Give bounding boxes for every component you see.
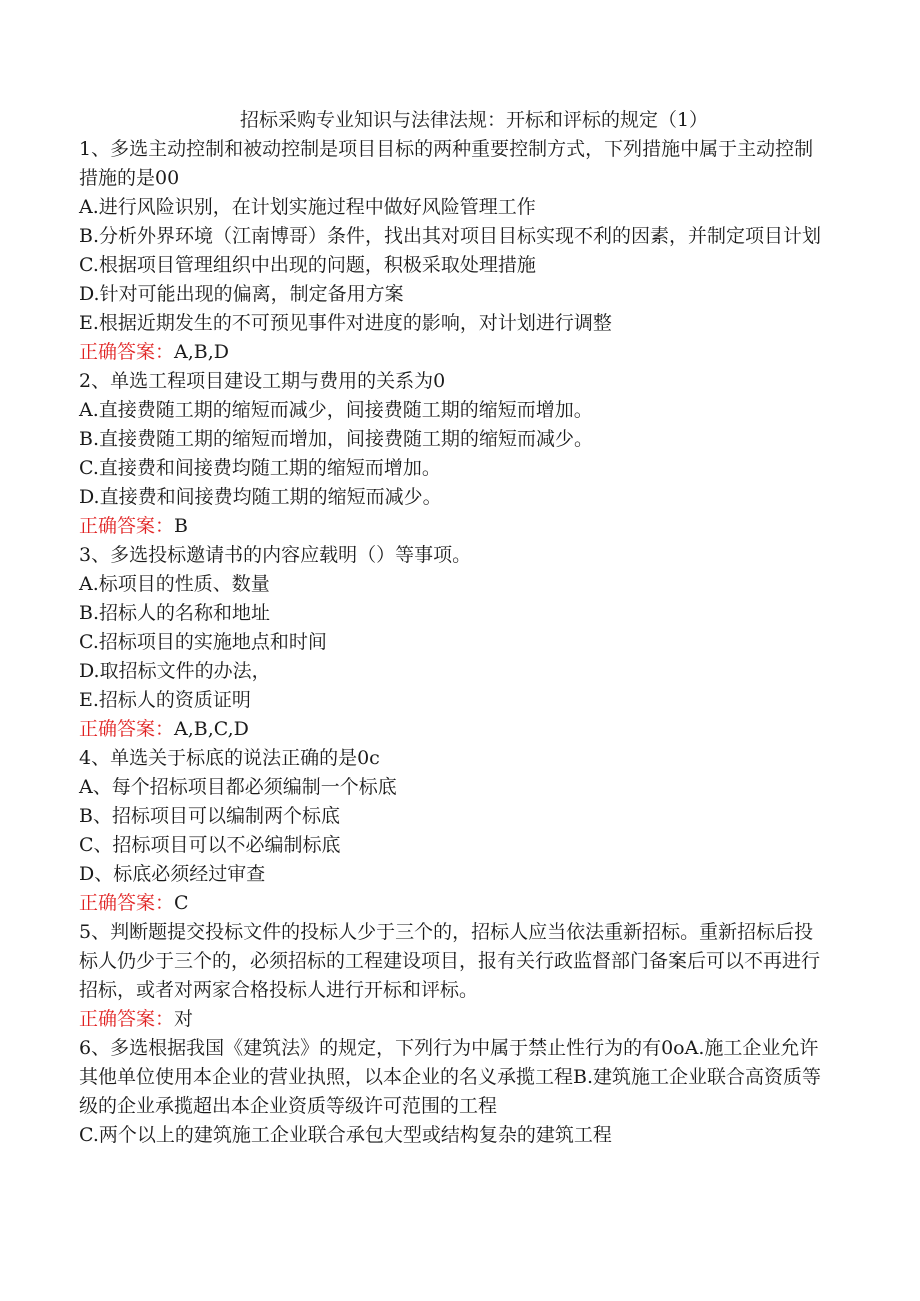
option-d: D.取招标文件的办法，	[79, 660, 271, 682]
question-2	[79, 367, 829, 541]
question-stem: 5、判断题提交投标文件的投标人少于三个的，招标人应当依法重新招标。重新招标后投标人仍少于三个的，必须招标的工程建设项目，报有关行政监督部门备案后可以不再进行招标，或者对两家合格投标人进行开标和评标。	[79, 921, 821, 1001]
option-c: C.直接费和间接费均随工期的缩短而增加。	[79, 457, 441, 479]
question-stem: 2、单选工程项目建设工期与费用的关系为0	[79, 370, 446, 392]
correct-answer	[79, 889, 829, 918]
option-c: C.根据项目管理组织中出现的问题，积极采取处理措施	[79, 254, 536, 276]
option-a: A.进行风险识别，在计划实施过程中做好风险管理工作	[79, 196, 536, 218]
document-title: 招标采购专业知识与法律法规：开标和评标的规定（1）	[239, 109, 709, 131]
answer-label: 正确答案：	[79, 341, 175, 363]
answer-label: 正确答案：	[79, 515, 175, 537]
answer-label: 正确答案：	[79, 892, 175, 914]
document-page	[79, 106, 829, 1150]
correct-answer	[79, 512, 829, 541]
question-stem: 1、多选主动控制和被动控制是项目目标的两种重要控制方式，下列措施中属于主动控制措施的是00	[79, 138, 814, 189]
question-3	[79, 541, 829, 744]
answer-value: A,B,D	[174, 341, 230, 363]
option-b: B.直接费随工期的缩短而增加，间接费随工期的缩短而减少。	[79, 428, 594, 450]
question-stem: 6、多选根据我国《建筑法》的规定，下列行为中属于禁止性行为的有0oA.施工企业允许其他单位使用本企业的营业执照，以本企业的名义承揽工程B.建筑施工企业联合高资质等级的企业承揽超出本企业资质等级许可范围的工程	[79, 1037, 822, 1117]
option-b: B.分析外界环境（江南博哥）条件，找出其对项目目标实现不利的因素，并制定项目计划	[79, 225, 822, 247]
correct-answer	[79, 715, 829, 744]
option-a: A.直接费随工期的缩短而减少，间接费随工期的缩短而增加。	[79, 399, 593, 421]
option-a: A.标项目的性质、数量	[79, 573, 270, 595]
answer-value: B	[174, 515, 188, 537]
option-a: A、每个招标项目都必须编制一个标底	[79, 776, 397, 798]
correct-answer	[79, 1005, 829, 1034]
question-5	[79, 918, 829, 1034]
option-c: C、招标项目可以不必编制标底	[79, 834, 341, 856]
option-e: E.根据近期发生的不可预见事件对进度的影响，对计划进行调整	[79, 312, 612, 334]
answer-value: A,B,C,D	[174, 718, 249, 740]
option-b: B、招标项目可以编制两个标底	[79, 805, 340, 827]
correct-answer	[79, 338, 829, 367]
option-c: C.两个以上的建筑施工企业联合承包大型或结构复杂的建筑工程	[79, 1124, 612, 1146]
question-stem: 3、多选投标邀请书的内容应载明（）等事项。	[79, 544, 472, 566]
option-c: C.招标项目的实施地点和时间	[79, 631, 327, 653]
option-d: D、标底必须经过审查	[79, 863, 266, 885]
question-1	[79, 135, 829, 367]
question-4	[79, 744, 829, 918]
answer-value: C	[174, 892, 189, 914]
option-b: B.招标人的名称和地址	[79, 602, 271, 624]
option-d: D.针对可能出现的偏离，制定备用方案	[79, 283, 404, 305]
answer-label: 正确答案：	[79, 1008, 175, 1030]
question-stem: 4、单选关于标底的说法正确的是0c	[79, 747, 380, 769]
answer-value: 对	[174, 1008, 194, 1030]
answer-label: 正确答案：	[79, 718, 175, 740]
question-6	[79, 1034, 829, 1150]
option-e: E.招标人的资质证明	[79, 689, 251, 711]
option-d: D.直接费和间接费均随工期的缩短而减少。	[79, 486, 442, 508]
